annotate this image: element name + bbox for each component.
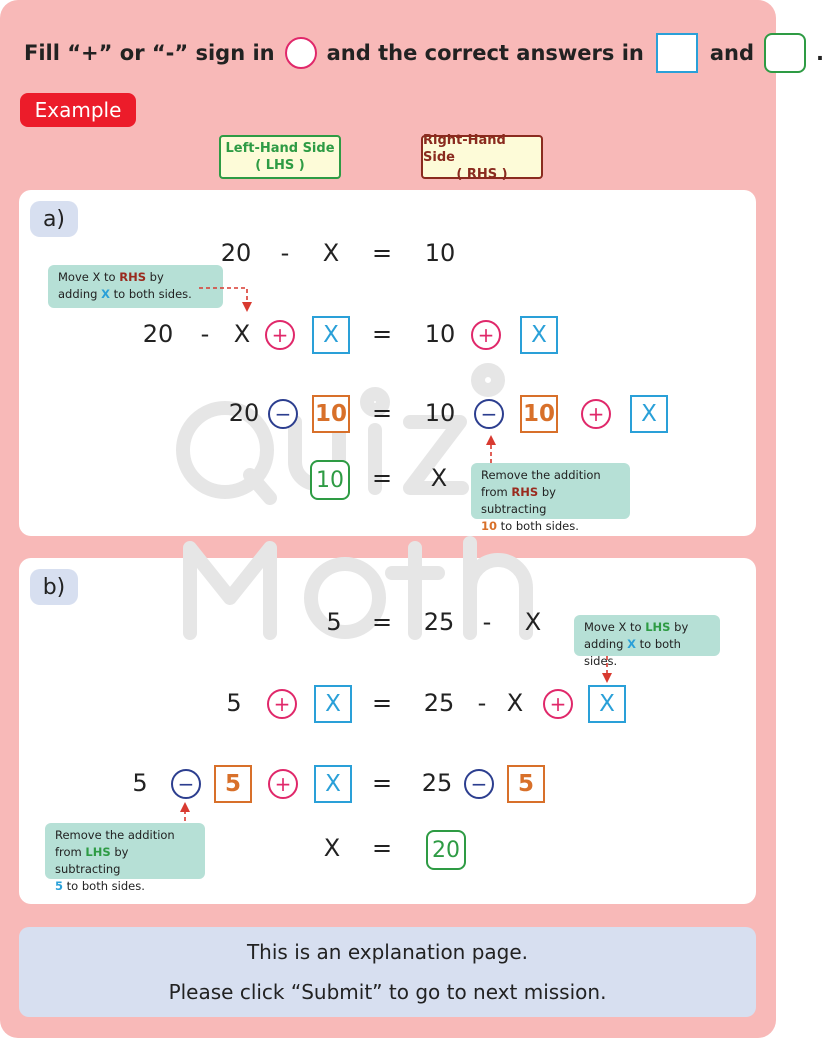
term-25: 25 — [423, 689, 455, 717]
callout-text: by — [670, 620, 689, 634]
equals-sign: = — [371, 689, 393, 717]
plus-circle-icon: + — [268, 769, 298, 799]
answer-box-x: X — [314, 685, 352, 723]
callout-text: by — [146, 270, 164, 284]
callout-text: from — [55, 845, 86, 859]
panel-b-label: b) — [30, 569, 78, 605]
term-x: X — [322, 239, 340, 267]
answer-box-5: 5 — [507, 765, 545, 803]
callout-text: to both sides. — [497, 519, 579, 533]
equals-sign: = — [371, 239, 393, 267]
plus-circle-icon: + — [581, 399, 611, 429]
term-20: 20 — [220, 239, 252, 267]
answer-box-x: X — [630, 395, 668, 433]
answer-box-x: X — [314, 765, 352, 803]
term-5: 5 — [326, 608, 342, 636]
term-x: X — [506, 689, 524, 717]
term-25: 25 — [421, 769, 453, 797]
callout-highlight: RHS — [511, 485, 539, 499]
term-10: 10 — [424, 239, 456, 267]
callout-highlight: X — [101, 287, 110, 301]
callout-text: Remove the addition — [481, 468, 601, 482]
answer-box-5: 5 — [214, 765, 252, 803]
term-20: 20 — [142, 320, 174, 348]
callout-highlight: 10 — [481, 519, 498, 533]
term-5: 5 — [132, 769, 148, 797]
footer-line-2: Please click “Submit” to go to next mission. — [168, 980, 607, 1004]
example-badge: Example — [20, 93, 136, 127]
term-x: X — [430, 464, 448, 492]
callout-text: to both sides. — [63, 879, 145, 893]
square-sample-icon — [656, 33, 698, 73]
equals-sign: = — [371, 608, 393, 636]
lhs-label-line2: ( LHS ) — [255, 158, 305, 173]
rounded-square-sample-icon — [764, 33, 806, 73]
answer-box-10-green: 10 — [310, 460, 350, 500]
answer-box-x: X — [588, 685, 626, 723]
answer-box-10: 10 — [312, 395, 350, 433]
callout-text: Remove the addition — [55, 828, 175, 842]
equals-sign: = — [371, 834, 393, 862]
minus-circle-icon: − — [171, 769, 201, 799]
arrow-down-icon — [189, 282, 259, 314]
explanation-footer — [19, 927, 756, 1017]
callout-text: to both sides. — [584, 637, 681, 668]
term-x: X — [233, 320, 251, 348]
instruction-text-4: . — [816, 41, 824, 65]
callout-text: Move X to — [584, 620, 646, 634]
arrow-up-icon — [481, 433, 501, 465]
plus-circle-icon: + — [267, 689, 297, 719]
equals-sign: = — [371, 769, 393, 797]
plus-circle-icon: + — [265, 320, 295, 350]
callout-remove-addition-rhs — [471, 463, 630, 533]
term-minus: - — [482, 608, 492, 636]
instruction-text-2: and the correct answers in — [326, 41, 644, 65]
plus-circle-icon: + — [543, 689, 573, 719]
callout-text: to both sides. — [109, 287, 192, 301]
arrow-down-icon — [597, 656, 617, 686]
panel-b — [19, 558, 756, 904]
term-25: 25 — [423, 608, 455, 636]
callout-highlight: X — [627, 637, 636, 651]
callout-remove-addition-lhs — [45, 823, 205, 893]
callout-text: from — [481, 485, 512, 499]
lhs-label — [219, 135, 341, 179]
term-minus: - — [477, 689, 487, 717]
term-x: X — [524, 608, 542, 636]
term-20: 20 — [228, 399, 260, 427]
term-5: 5 — [226, 689, 242, 717]
instruction-text-3: and — [709, 41, 755, 65]
callout-text: by subtracting — [481, 485, 556, 516]
term-minus: - — [200, 320, 210, 348]
panel-a-label: a) — [30, 201, 78, 237]
answer-box-x: X — [520, 316, 558, 354]
callout-text: Move X to — [58, 270, 120, 284]
answer-box-20-green: 20 — [426, 830, 466, 870]
equals-sign: = — [371, 320, 393, 348]
callout-highlight: RHS — [119, 270, 146, 284]
instruction-text-1: Fill “+” or “-” sign in — [24, 41, 275, 65]
plus-circle-icon: + — [471, 320, 501, 350]
instruction — [24, 34, 824, 72]
answer-box-10: 10 — [520, 395, 558, 433]
lhs-label-line1: Left-Hand Side — [225, 141, 335, 156]
callout-text: adding — [58, 287, 102, 301]
term-minus: - — [280, 239, 290, 267]
answer-box-x: X — [312, 316, 350, 354]
rhs-label — [421, 132, 543, 182]
footer-line-1: This is an explanation page. — [246, 940, 529, 964]
term-10: 10 — [424, 399, 456, 427]
callout-highlight: 5 — [55, 879, 64, 893]
term-10: 10 — [424, 320, 456, 348]
equals-sign: = — [371, 399, 393, 427]
minus-circle-icon: − — [474, 399, 504, 429]
callout-highlight: LHS — [85, 845, 111, 859]
rhs-label-line1: Right-Hand Side — [423, 132, 506, 165]
minus-circle-icon: − — [268, 399, 298, 429]
callout-highlight: LHS — [645, 620, 671, 634]
term-x: X — [323, 834, 341, 862]
callout-text: adding — [584, 637, 628, 651]
panel-a — [19, 190, 756, 536]
circle-sample-icon — [285, 37, 317, 69]
callout-move-x-lhs — [574, 615, 720, 668]
rhs-label-line2: ( RHS ) — [456, 166, 508, 182]
equals-sign: = — [371, 464, 393, 492]
minus-circle-icon: − — [464, 769, 494, 799]
callout-text: by subtracting — [55, 845, 129, 876]
